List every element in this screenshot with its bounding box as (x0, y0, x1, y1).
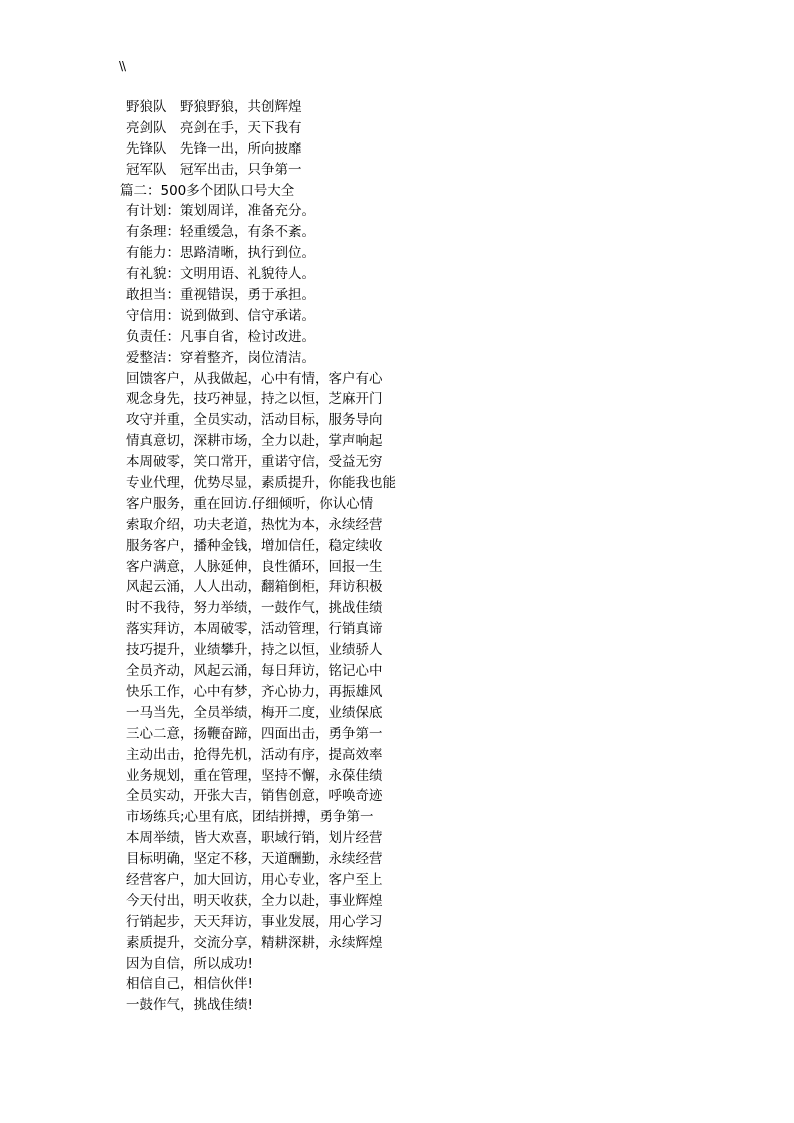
page-marker: \\ (119, 59, 126, 73)
text-line: 一马当先，全员举绩，梅开二度，业绩保底 (126, 704, 383, 721)
text-line: 爱整洁：穿着整齐，岗位清洁。 (126, 349, 315, 366)
text-line: 观念身先，技巧神显，持之以恒，芝麻开门 (126, 391, 383, 408)
text-line: 野狼队 野狼野狼，共创辉煌 (126, 99, 302, 115)
text-line: 业务规划，重在管理，坚持不懈，永葆佳绩 (126, 767, 383, 784)
text-line: 守信用：说到做到、信守承诺。 (126, 307, 315, 324)
text-line: 专业代理，优势尽显，素质提升，你能我也能 (126, 475, 396, 492)
text-line: 攻守并重，全员实动，活动目标，服务导向 (126, 412, 383, 429)
text-line: 技巧提升，业绩攀升，持之以恒，业绩骄人 (126, 642, 383, 659)
text-line: 快乐工作，心中有梦，齐心协力，再振雄风 (126, 683, 383, 700)
text-line: 客户服务，重在回访.仔细倾听，你认心情 (126, 495, 374, 512)
text-line: 情真意切，深耕市场，全力以赴，掌声响起 (126, 433, 383, 450)
text-line: 风起云涌，人人出动，翻箱倒柜，拜访积极 (126, 579, 383, 596)
text-line: 市场练兵;心里有底，团结拼搏，勇争第一 (126, 809, 374, 826)
text-line: 主动出击，抢得先机，活动有序，提高效率 (126, 746, 383, 763)
text-line: 敢担当：重视错误，勇于承担。 (126, 287, 315, 304)
text-line: 落实拜访，本周破零，活动管理，行销真谛 (126, 621, 383, 638)
text-line: 先锋队 先锋一出，所向披靡 (126, 140, 302, 157)
text-line: 回馈客户，从我做起，心中有情，客户有心 (126, 370, 383, 387)
text-line: 经营客户，加大回访，用心专业，客户至上 (126, 871, 383, 888)
text-line: 时不我待，努力举绩，一鼓作气，挑战佳绩 (126, 600, 383, 617)
text-line: 负责任：凡事自省，检讨改进。 (126, 328, 315, 345)
text-line: 本周破零，笑口常开，重诺守信，受益无穷 (126, 454, 383, 471)
text-line: 索取介绍，功夫老道，热忱为本，永续经营 (126, 516, 383, 533)
text-line: 全员实动，开张大吉，销售创意，呼唤奇迹 (126, 788, 383, 805)
text-line: 全员齐动，风起云涌，每日拜访，铭记心中 (126, 663, 383, 680)
text-line: 行销起步，天天拜访，事业发展，用心学习 (126, 913, 383, 930)
text-line: 本周举绩，皆大欢喜，职域行销，划片经营 (126, 830, 383, 847)
text-line: 今天付出，明天收获，全力以赴，事业辉煌 (126, 892, 383, 909)
text-line: 亮剑队 亮剑在手，天下我有 (126, 119, 302, 136)
text-line: 因为自信，所以成功! (126, 955, 253, 972)
text-line: 三心二意，扬鞭奋蹄，四面出击，勇争第一 (126, 725, 383, 742)
text-line: 一鼓作气，挑战佳绩! (126, 997, 253, 1014)
section-heading: 篇二：500多个团队口号大全 (120, 182, 295, 199)
text-line: 冠军队 冠军出击，只争第一 (126, 161, 302, 178)
text-line: 服务客户，播种金钱，增加信任，稳定续收 (126, 537, 383, 554)
text-line: 相信自己，相信伙伴! (126, 976, 253, 993)
text-line: 客户满意，人脉延伸，良性循环，回报一生 (126, 558, 383, 575)
text-line: 有计划：策划周详，准备充分。 (126, 203, 315, 220)
text-lines (120, 97, 440, 1016)
text-line: 有礼貌：文明用语、礼貌待人。 (126, 266, 315, 283)
text-line: 素质提升，交流分享，精耕深耕，永续辉煌 (126, 934, 383, 951)
text-line: 有能力：思路清晰，执行到位。 (126, 245, 315, 262)
text-line: 有条理：轻重缓急，有条不紊。 (126, 224, 315, 241)
text-line: 目标明确，坚定不移，天道酬勤，永续经营 (126, 851, 383, 868)
